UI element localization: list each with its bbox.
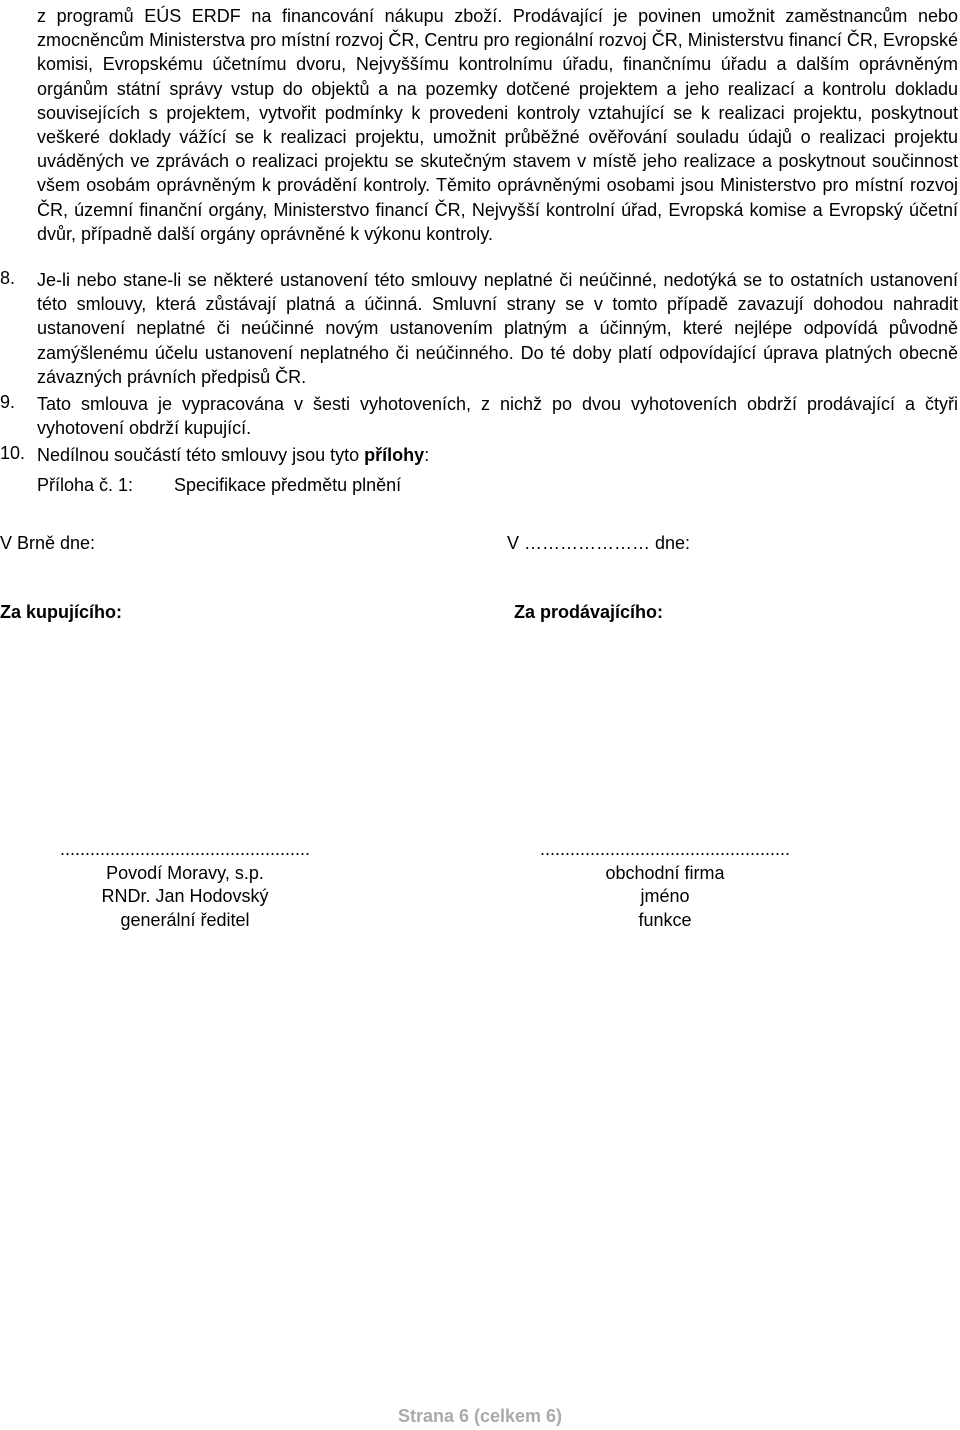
- paragraph-10-text-start: Nedílnou součástí této smlouvy jsou tyto: [37, 445, 365, 465]
- buyer-signatory-role: generální ředitel: [120, 909, 250, 930]
- paragraph-10-attachments-word: přílohy: [364, 445, 425, 465]
- buyer-company: Povodí Moravy, s.p.: [106, 862, 264, 883]
- paragraph-9-number: 9.: [0, 392, 16, 412]
- seller-heading: Za prodávajícího:: [514, 602, 664, 622]
- paragraph-10-text: [37, 443, 958, 467]
- attachment-line: [37, 475, 401, 496]
- signature-line: ..................................................: [59, 839, 311, 859]
- attachment-label: Příloha č. 1:: [37, 475, 134, 495]
- signature-line: ..................................................: [539, 839, 791, 859]
- buyer-signature-block: [0, 838, 370, 932]
- buyer-signatory-name: RNDr. Jan Hodovský: [101, 886, 269, 906]
- page-number-footer: Strana 6 (celkem 6): [397, 1406, 563, 1426]
- seller-signatory-role: funkce: [638, 909, 692, 930]
- place-date-seller: V ………………… dne:: [507, 533, 691, 553]
- seller-signatory-name: jméno: [640, 886, 690, 906]
- paragraph-8-text: Je-li nebo stane-li se některé ustanovení této smlouvy neplatné či neúčinné, nedotýká se to ostatních ustanovení této smlouvy, která zůstávají platná a účinná. Smluvní strany se v tomto případě zavazují dohodou nahradit ustanovení neplatné či neúčinné novým ustanovením platným a účinným, které nejlépe odpovídá původně zamýšlenému účelu ustanovení neplatného či neúčinného. Do té doby platí odpovídající úprava platných obecně závazných právních předpisů ČR.: [37, 270, 958, 387]
- attachment-value: Specifikace předmětu plnění: [174, 475, 402, 495]
- buyer-heading: Za kupujícího:: [0, 602, 123, 622]
- seller-company: obchodní firma: [605, 862, 725, 883]
- seller-signature-block: [480, 838, 850, 932]
- paragraph-10-text-end: :: [424, 445, 430, 465]
- place-date-buyer: V Brně dne:: [0, 533, 96, 553]
- paragraph-8-number: 8.: [0, 268, 16, 288]
- paragraph-7-continuation: z programů EÚS ERDF na financování nákupu zboží. Prodávající je povinen umožnit zaměstnancům nebo zmocněncům Ministerstva pro místní rozvoj ČR, Centru pro regionální rozvoj ČR, Ministerstvu financí ČR, Evropské komisi, Evropskému účetnímu dvoru, Nejvyššímu kontrolnímu úřadu, finančnímu úřadu a dalším oprávněným orgánům státní správy vstup do objektů a na pozemky dotčené projektem a jeho realizací a kontrolu dokladu souvisejících s projektem, vytvořit podmínky k provedeni kontroly vztahující se k realizaci projektu, poskytnout veškeré doklady vážící se k realizaci projektu, umožnit průběžné ověřování souladu údajů o realizaci projektu uváděných ve zprávách o realizaci projektu se skutečným stavem v místě jeho realizace a poskytnout součinnost všem osobám oprávněným k provádění kontroly. Těmito oprávněnými osobami jsou Ministerstvo pro místní rozvoj ČR, územní finanční orgány, Ministerstvo financí ČR, Nejvyšší kontrolní úřad, Evropská komise a Evropský účetní dvůr, případně další orgány oprávněné k výkonu kontroly.: [37, 6, 958, 244]
- paragraph-10-number: 10.: [0, 443, 26, 463]
- paragraph-9-text: Tato smlouva je vypracována v šesti vyhotoveních, z nichž po dvou vyhotoveních obdrží prodávající a čtyři vyhotovení obdrží kupující.: [37, 394, 958, 439]
